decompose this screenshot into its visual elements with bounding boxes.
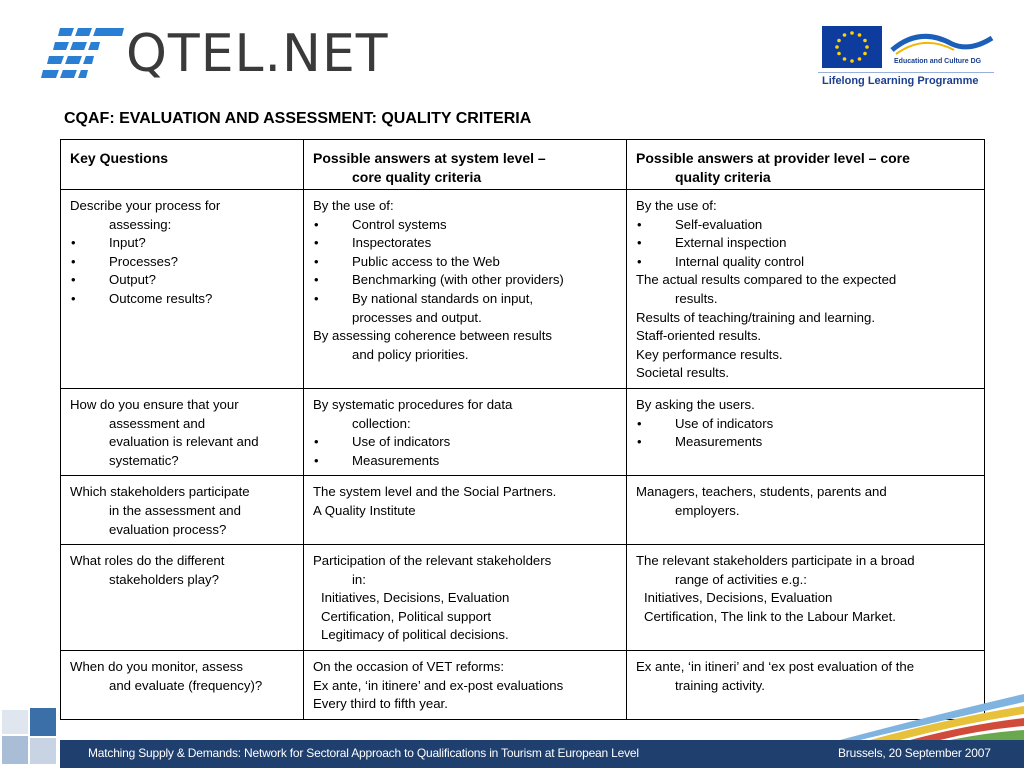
cell-text: Initiatives, Decisions, Evaluation [321, 590, 510, 606]
list-item: • Inspectorates [313, 234, 617, 253]
header-key-questions-label: Key Questions [70, 150, 169, 166]
cell-text: evaluation is relevant and [109, 434, 259, 450]
bullet-icon: • [314, 290, 319, 306]
system-answer-cell [304, 545, 627, 651]
cell-text: Managers, teachers, students, parents and [636, 484, 887, 500]
bullet-list [313, 216, 617, 328]
cell-text: systematic? [109, 452, 179, 468]
cell-text: Ex ante, ‘in itineri’ and ‘ex post evaluation of the [636, 659, 915, 675]
bullet-icon: • [637, 253, 642, 269]
cell-text: Key performance results. [636, 346, 783, 362]
qtel-arrow-stripes-icon [38, 24, 124, 80]
provider-answer-cell [627, 545, 985, 651]
key-question-cell [61, 190, 304, 389]
bullet-icon: • [71, 272, 76, 288]
bullet-icon: • [314, 272, 319, 288]
cell-text: Certification, Political support [321, 608, 492, 624]
list-item: • Use of indicators [636, 415, 975, 434]
cell-text: What roles do the different [70, 553, 225, 569]
cell-text: Participation of the relevant stakeholders [313, 553, 552, 569]
bullet-list [636, 415, 975, 452]
cell-text: stakeholders play? [109, 571, 219, 587]
list-item: • Self-evaluation [636, 216, 975, 235]
cell-text: range of activities e.g.: [675, 571, 807, 587]
color-sweep-decoration [840, 688, 1024, 740]
header-system-level-line2: core quality criteria [352, 169, 482, 185]
cell-text: Initiatives, Decisions, Evaluation [644, 590, 833, 606]
list-item: • Outcome results? [70, 290, 294, 309]
bullet-icon: • [637, 235, 642, 251]
key-question-cell [61, 651, 304, 720]
cell-text: By assessing coherence between results [313, 328, 552, 344]
cell-text: Results of teaching/training and learning. [636, 309, 875, 325]
header-system-level [304, 140, 627, 190]
qtel-logo-text: QTEL.NET [126, 24, 389, 84]
provider-answer-cell [627, 190, 985, 389]
quality-criteria-table [60, 139, 985, 720]
bullet-list [313, 433, 617, 470]
cell-text: results. [675, 290, 718, 306]
header-key-questions [61, 140, 304, 190]
table-row [61, 476, 985, 545]
cell-text: in the assessment and [109, 502, 241, 518]
bullet-icon: • [637, 434, 642, 450]
bullet-icon: • [314, 434, 319, 450]
cell-text: By the use of: [636, 198, 717, 213]
corner-squares-decoration [0, 706, 60, 768]
header-system-level-line1: Possible answers at system level – [313, 150, 546, 166]
cell-text: collection: [352, 415, 411, 431]
bullet-icon: • [314, 235, 319, 251]
list-item: • Measurements [636, 433, 975, 452]
table-row [61, 545, 985, 651]
bullet-icon: • [637, 415, 642, 431]
eu-logo [818, 24, 998, 92]
cell-text: On the occasion of VET reforms: [313, 659, 505, 675]
key-question-cell [61, 545, 304, 651]
cell-text: training activity. [675, 677, 765, 693]
key-question-cell [61, 476, 304, 545]
bullet-list [70, 234, 294, 308]
cell-text: Certification, The link to the Labour Market. [644, 608, 896, 624]
cell-text: evaluation process? [109, 521, 227, 537]
cell-text: By systematic procedures for data [313, 396, 513, 412]
cell-text: Ex ante, ‘in itinere’ and ex-post evaluations [313, 677, 564, 693]
cell-text: By asking the users. [636, 396, 755, 412]
list-item: • Public access to the Web [313, 253, 617, 272]
qtel-logo [38, 24, 389, 84]
header-provider-level-line1: Possible answers at provider level – core [636, 150, 910, 166]
cell-text: Describe your process for [70, 198, 221, 213]
cell-text: and evaluate (frequency)? [109, 677, 263, 693]
cell-text: How do you ensure that your [70, 396, 239, 412]
cell-text: When do you monitor, assess [70, 659, 243, 675]
table-header-row [61, 140, 985, 190]
cell-text: assessment and [109, 415, 206, 431]
cell-text: Staff-oriented results. [636, 328, 762, 344]
bullet-icon: • [314, 216, 319, 232]
bullet-icon: • [71, 290, 76, 306]
cell-text: The relevant stakeholders participate in a broad [636, 553, 915, 569]
header-provider-level-line2: quality criteria [675, 169, 771, 185]
bullet-icon: • [314, 253, 319, 269]
list-item: • Control systems [313, 216, 617, 235]
list-item: • By national standards on input, processes and output. [314, 290, 534, 325]
cell-text: The actual results compared to the expected [636, 272, 897, 288]
list-item: • Output? [70, 271, 294, 290]
footer-date-text: Brussels, 20 September 2007 [838, 746, 991, 760]
footer-project-text: Matching Supply & Demands: Network for Sectoral Approach to Qualifications in Tourism at European Level [88, 746, 639, 760]
system-answer-cell [304, 388, 627, 475]
list-item: • Measurements [313, 452, 617, 471]
cell-text: employers. [675, 502, 740, 518]
table-row [61, 388, 985, 475]
header-provider-level [627, 140, 985, 190]
cell-text: assessing: [109, 216, 172, 232]
list-item: • Benchmarking (with other providers) [313, 271, 617, 290]
bullet-icon: • [314, 452, 319, 468]
provider-answer-cell [627, 388, 985, 475]
list-item: • Input? [70, 234, 294, 253]
list-item: • Use of indicators [313, 433, 617, 452]
page-title: CQAF: EVALUATION AND ASSESSMENT: QUALITY CRITERIA [64, 110, 532, 127]
cell-text: and policy priorities. [352, 346, 469, 362]
cell-text: A Quality Institute [313, 502, 416, 518]
provider-answer-cell [627, 476, 985, 545]
system-answer-cell [304, 651, 627, 720]
table-row [61, 190, 985, 389]
eu-divider [818, 72, 994, 73]
cell-text: Every third to fifth year. [313, 696, 448, 712]
list-item: • Processes? [70, 253, 294, 272]
list-item: • External inspection [636, 234, 975, 253]
bullet-icon: • [637, 216, 642, 232]
eu-flag-icon [822, 26, 882, 68]
system-answer-cell [304, 190, 627, 389]
cell-text: By the use of: [313, 198, 394, 213]
key-question-cell [61, 388, 304, 475]
eu-dg-text: Education and Culture DG [894, 58, 982, 65]
system-answer-cell [304, 476, 627, 545]
bullet-icon: • [71, 253, 76, 269]
cell-text: Societal results. [636, 365, 730, 381]
eu-programme-text: Lifelong Learning Programme [822, 75, 979, 87]
cell-text: Legitimacy of political decisions. [321, 627, 509, 643]
list-item: • Internal quality control [636, 253, 975, 272]
bullet-list [636, 216, 975, 272]
eu-swoosh-icon [890, 30, 994, 56]
cell-text: Which stakeholders participate [70, 484, 250, 500]
cell-text: in: [352, 571, 366, 587]
cell-text: The system level and the Social Partners. [313, 484, 557, 500]
bullet-icon: • [71, 235, 76, 251]
